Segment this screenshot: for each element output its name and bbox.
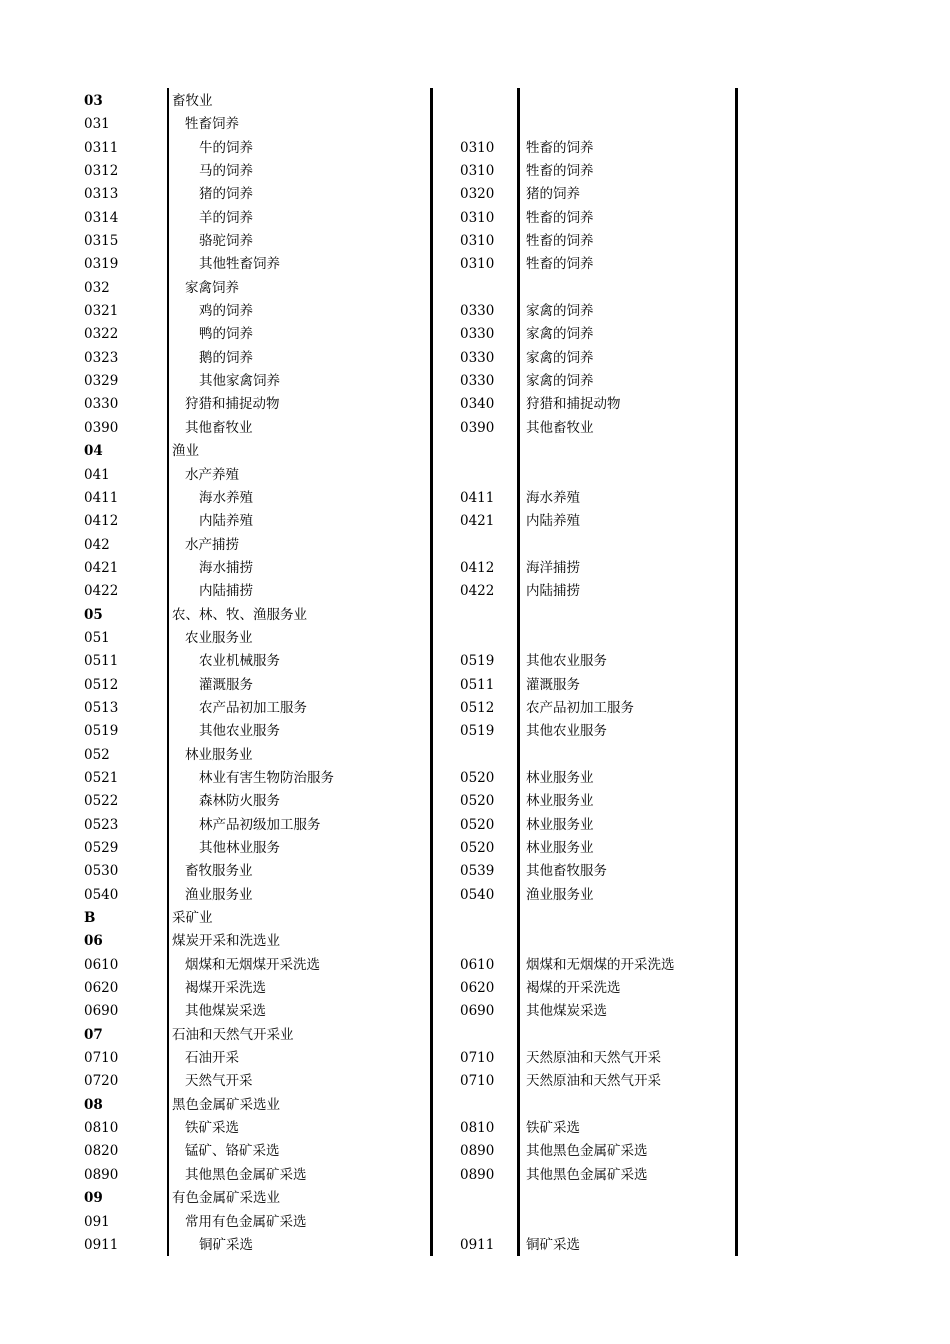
industry-name: 其他牲畜饲养 — [199, 256, 280, 273]
industry-name: 铁矿采选 — [185, 1120, 239, 1137]
old-industry-code: 0310 — [460, 163, 495, 180]
table-row — [0, 1094, 950, 1117]
industry-code: 0322 — [84, 326, 119, 343]
old-industry-code: 0890 — [460, 1143, 495, 1160]
old-industry-name: 渔业服务业 — [526, 886, 594, 903]
table-row — [0, 1000, 950, 1023]
table-row — [0, 1140, 950, 1163]
industry-code: 0422 — [84, 583, 119, 600]
industry-name: 牲畜饲养 — [185, 116, 239, 133]
industry-name: 内陆捕捞 — [199, 583, 253, 600]
industry-code: 08 — [84, 1096, 103, 1113]
old-industry-code: 0511 — [460, 676, 495, 693]
old-industry-code: 0620 — [460, 980, 495, 997]
industry-name: 林业服务业 — [185, 746, 253, 763]
table-row — [0, 580, 950, 603]
industry-name: 其他林业服务 — [199, 840, 280, 856]
industry-code: 03 — [84, 93, 103, 109]
industry-code: 0319 — [84, 256, 119, 273]
table-row — [0, 557, 950, 580]
table-row — [0, 160, 950, 183]
industry-name: 渔业服务业 — [185, 886, 253, 903]
old-industry-code: 0519 — [460, 723, 495, 740]
old-industry-name: 农产品初加工服务 — [526, 699, 634, 716]
old-industry-code: 0422 — [460, 583, 495, 600]
old-industry-name: 其他黑色金属矿采选 — [526, 1143, 648, 1160]
industry-code: 0620 — [84, 980, 119, 997]
industry-code: 0521 — [84, 769, 119, 786]
table-row — [0, 1164, 950, 1187]
old-industry-code: 0710 — [460, 1073, 495, 1090]
industry-name: 褐煤开采洗选 — [185, 980, 266, 997]
old-industry-code: 0512 — [460, 699, 495, 716]
table-row — [0, 837, 950, 860]
industry-name: 狩猎和捕捉动物 — [185, 396, 280, 413]
old-industry-code: 0390 — [460, 419, 495, 436]
old-industry-name: 其他农业服务 — [526, 653, 607, 670]
old-industry-name: 其他畜牧服务 — [526, 863, 607, 880]
industry-name: 林产品初级加工服务 — [199, 816, 321, 833]
industry-name: 鹅的饲养 — [199, 349, 253, 366]
table-row — [0, 113, 950, 136]
industry-name: 农、林、牧、渔服务业 — [172, 606, 307, 623]
industry-name: 水产捕捞 — [185, 536, 239, 553]
old-industry-code: 0411 — [460, 489, 495, 506]
old-industry-name: 内陆养殖 — [526, 513, 580, 530]
table-row — [0, 487, 950, 510]
table-row — [0, 510, 950, 533]
industry-code: 0313 — [84, 186, 119, 203]
table-row — [0, 697, 950, 720]
industry-code: 0390 — [84, 419, 119, 436]
industry-name: 农业服务业 — [185, 629, 253, 646]
old-industry-code: 0310 — [460, 209, 495, 226]
table-row — [0, 1024, 950, 1047]
industry-code: 05 — [84, 606, 103, 623]
old-industry-name: 牲畜的饲养 — [526, 163, 594, 180]
table-row — [0, 137, 950, 160]
industry-name: 农产品初加工服务 — [199, 699, 307, 716]
table-row — [0, 977, 950, 1000]
industry-name: 家禽饲养 — [185, 279, 239, 296]
table-row — [0, 1187, 950, 1210]
industry-name: 其他畜牧业 — [185, 419, 253, 436]
table-row — [0, 720, 950, 743]
old-industry-name: 灌溉服务 — [526, 676, 580, 693]
table-row — [0, 1070, 950, 1093]
industry-code: 0710 — [84, 1050, 119, 1067]
industry-name: 农业机械服务 — [199, 653, 280, 670]
industry-code: 0690 — [84, 1003, 119, 1020]
industry-name: 水产养殖 — [185, 466, 239, 483]
old-industry-name: 狩猎和捕捉动物 — [526, 396, 621, 413]
table-row — [0, 347, 950, 370]
industry-name: 铜矿采选 — [199, 1236, 253, 1253]
industry-code: 0411 — [84, 489, 119, 506]
old-industry-name: 牲畜的饲养 — [526, 139, 594, 156]
table-row — [0, 627, 950, 650]
industry-name: 其他黑色金属矿采选 — [185, 1166, 307, 1183]
industry-code: 0512 — [84, 676, 119, 693]
industry-code: 09 — [84, 1190, 103, 1207]
table-row — [0, 767, 950, 790]
old-industry-name: 家禽的饲养 — [526, 373, 594, 390]
industry-code: 0890 — [84, 1166, 119, 1183]
old-industry-name: 家禽的饲养 — [526, 326, 594, 343]
table-row — [0, 183, 950, 206]
old-industry-name: 海水养殖 — [526, 489, 580, 506]
old-industry-name: 其他煤炭采选 — [526, 1003, 607, 1020]
industry-name: 海水捕捞 — [199, 559, 253, 576]
industry-code: 0329 — [84, 373, 119, 390]
old-industry-name: 林业服务业 — [526, 816, 594, 833]
table-row — [0, 744, 950, 767]
old-industry-name: 林业服务业 — [526, 769, 594, 786]
table-row — [0, 930, 950, 953]
table-row — [0, 790, 950, 813]
industry-code: 0610 — [84, 956, 119, 973]
industry-code: 0314 — [84, 209, 119, 226]
old-industry-name: 家禽的饲养 — [526, 349, 594, 366]
industry-name: 渔业 — [172, 443, 199, 460]
industry-name: 鸭的饲养 — [199, 326, 253, 343]
table-row — [0, 534, 950, 557]
old-industry-code: 0340 — [460, 396, 495, 413]
old-industry-code: 0911 — [460, 1236, 495, 1253]
industry-code: 041 — [84, 466, 110, 483]
industry-name: 锰矿、铬矿采选 — [185, 1143, 280, 1160]
old-industry-code: 0610 — [460, 956, 495, 973]
industry-code: 0530 — [84, 863, 119, 880]
table-row — [0, 277, 950, 300]
old-industry-code: 0310 — [460, 256, 495, 273]
industry-code: 0911 — [84, 1236, 119, 1253]
table-row — [0, 884, 950, 907]
old-industry-code: 0690 — [460, 1003, 495, 1020]
industry-name: 森林防火服务 — [199, 793, 280, 810]
old-industry-code: 0539 — [460, 863, 495, 880]
old-industry-name: 海洋捕捞 — [526, 559, 580, 576]
old-industry-code: 0330 — [460, 349, 495, 366]
old-industry-name: 家禽的饲养 — [526, 303, 594, 320]
old-industry-name: 内陆捕捞 — [526, 583, 580, 600]
industry-name: 石油开采 — [185, 1050, 239, 1067]
table-row — [0, 650, 950, 673]
industry-code: 04 — [84, 443, 103, 460]
table-row — [0, 1234, 950, 1257]
table-row — [0, 907, 950, 930]
industry-code: 0519 — [84, 723, 119, 740]
industry-name: 其他家禽饲养 — [199, 373, 280, 390]
industry-name: 畜牧服务业 — [185, 863, 253, 880]
table-row — [0, 440, 950, 463]
old-industry-code: 0330 — [460, 373, 495, 390]
industry-code: 0810 — [84, 1120, 119, 1137]
table-row — [0, 253, 950, 276]
industry-name: 鸡的饲养 — [199, 303, 253, 320]
table-row — [0, 207, 950, 230]
industry-code: 0511 — [84, 653, 119, 670]
industry-name: 天然气开采 — [185, 1073, 253, 1090]
industry-code: 0523 — [84, 816, 119, 833]
old-industry-code: 0520 — [460, 816, 495, 833]
industry-code: 07 — [84, 1026, 103, 1043]
table-row — [0, 464, 950, 487]
industry-code: 0315 — [84, 233, 119, 250]
industry-name: 骆驼饲养 — [199, 233, 253, 250]
industry-code: 0312 — [84, 163, 119, 180]
industry-code: 032 — [84, 279, 110, 296]
old-industry-name: 林业服务业 — [526, 840, 594, 856]
industry-name: 采矿业 — [172, 910, 213, 927]
industry-code: 031 — [84, 116, 110, 133]
industry-name: 其他煤炭采选 — [185, 1003, 266, 1020]
table-row — [0, 370, 950, 393]
industry-name: 石油和天然气开采业 — [172, 1026, 294, 1043]
table-row — [0, 230, 950, 253]
old-industry-code: 0710 — [460, 1050, 495, 1067]
table-row — [0, 323, 950, 346]
industry-name: 常用有色金属矿采选 — [185, 1213, 307, 1230]
table-row — [0, 1211, 950, 1234]
table-row — [0, 1047, 950, 1070]
old-industry-name: 牲畜的饲养 — [526, 209, 594, 226]
old-industry-name: 天然原油和天然气开采 — [526, 1050, 661, 1067]
industry-code: 0820 — [84, 1143, 119, 1160]
industry-code: 0323 — [84, 349, 119, 366]
old-industry-code: 0890 — [460, 1166, 495, 1183]
industry-name: 马的饲养 — [199, 163, 253, 180]
industry-code: 0513 — [84, 699, 119, 716]
old-industry-code: 0520 — [460, 840, 495, 856]
table-row — [0, 860, 950, 883]
table-row — [0, 954, 950, 977]
industry-code: 0421 — [84, 559, 119, 576]
old-industry-code: 0421 — [460, 513, 495, 530]
old-industry-name: 猪的饲养 — [526, 186, 580, 203]
industry-name: 林业有害生物防治服务 — [199, 769, 334, 786]
industry-code: 0540 — [84, 886, 119, 903]
industry-code: 06 — [84, 933, 103, 950]
old-industry-code: 0412 — [460, 559, 495, 576]
table-row — [0, 604, 950, 627]
classification-table — [0, 90, 950, 1257]
industry-code: 051 — [84, 629, 110, 646]
old-industry-name: 其他黑色金属矿采选 — [526, 1166, 648, 1183]
old-industry-name: 其他农业服务 — [526, 723, 607, 740]
old-industry-name: 烟煤和无烟煤的开采洗选 — [526, 956, 675, 973]
old-industry-name: 林业服务业 — [526, 793, 594, 810]
old-industry-code: 0310 — [460, 233, 495, 250]
industry-name: 煤炭开采和洗选业 — [172, 933, 280, 950]
old-industry-code: 0519 — [460, 653, 495, 670]
old-industry-code: 0330 — [460, 326, 495, 343]
industry-code: B — [84, 910, 96, 927]
old-industry-code: 0310 — [460, 139, 495, 156]
industry-code: 0529 — [84, 840, 119, 856]
table-row — [0, 393, 950, 416]
industry-code: 091 — [84, 1213, 110, 1230]
old-industry-code: 0520 — [460, 769, 495, 786]
industry-name: 牛的饲养 — [199, 139, 253, 156]
old-industry-name: 其他畜牧业 — [526, 419, 594, 436]
industry-name: 有色金属矿采选业 — [172, 1190, 280, 1207]
table-row — [0, 674, 950, 697]
industry-code: 0311 — [84, 139, 119, 156]
industry-name: 羊的饲养 — [199, 209, 253, 226]
old-industry-code: 0540 — [460, 886, 495, 903]
old-industry-name: 铁矿采选 — [526, 1120, 580, 1137]
table-row — [0, 417, 950, 440]
industry-code: 0330 — [84, 396, 119, 413]
table-row — [0, 300, 950, 323]
industry-name: 内陆养殖 — [199, 513, 253, 530]
old-industry-code: 0330 — [460, 303, 495, 320]
industry-name: 灌溉服务 — [199, 676, 253, 693]
old-industry-code: 0320 — [460, 186, 495, 203]
old-industry-name: 铜矿采选 — [526, 1236, 580, 1253]
industry-code: 0720 — [84, 1073, 119, 1090]
old-industry-code: 0810 — [460, 1120, 495, 1137]
industry-code: 0412 — [84, 513, 119, 530]
old-industry-code: 0520 — [460, 793, 495, 810]
industry-name: 猪的饲养 — [199, 186, 253, 203]
old-industry-name: 牲畜的饲养 — [526, 256, 594, 273]
table-row — [0, 814, 950, 837]
table-row — [0, 90, 950, 113]
industry-code: 0522 — [84, 793, 119, 810]
industry-code: 0321 — [84, 303, 119, 320]
table-row — [0, 1117, 950, 1140]
industry-name: 畜牧业 — [172, 93, 213, 109]
old-industry-name: 褐煤的开采洗选 — [526, 980, 621, 997]
industry-name: 其他农业服务 — [199, 723, 280, 740]
industry-code: 042 — [84, 536, 110, 553]
old-industry-name: 天然原油和天然气开采 — [526, 1073, 661, 1090]
industry-name: 烟煤和无烟煤开采洗选 — [185, 956, 320, 973]
industry-name: 黑色金属矿采选业 — [172, 1096, 280, 1113]
industry-code: 052 — [84, 746, 110, 763]
old-industry-name: 牲畜的饲养 — [526, 233, 594, 250]
industry-name: 海水养殖 — [199, 489, 253, 506]
